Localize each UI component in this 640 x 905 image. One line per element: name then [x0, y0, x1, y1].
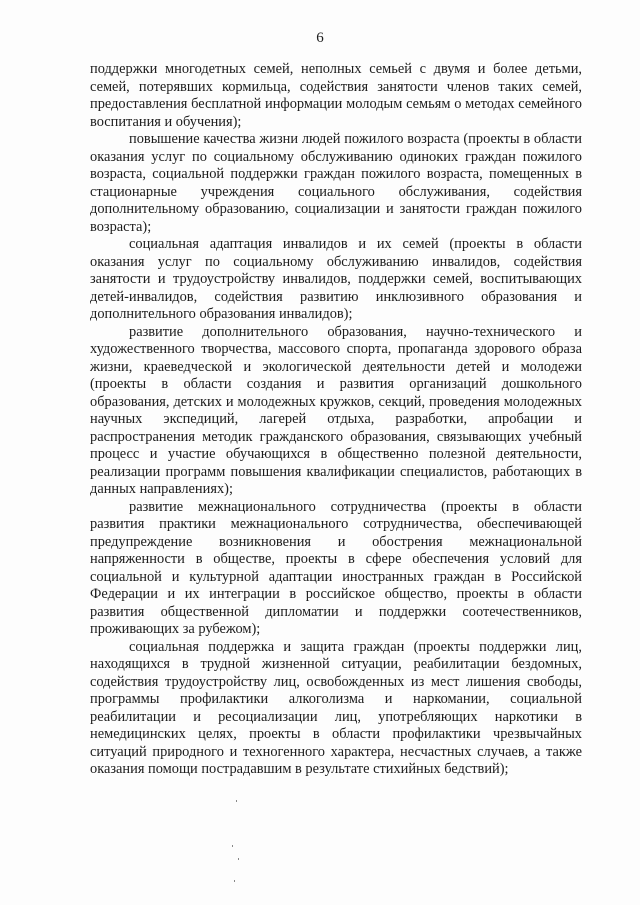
- scan-speck: [236, 800, 237, 802]
- paragraph: развитие межнационального сотрудничества (проекты в области развития практики межнационального сотрудничества, обеспечивающей предупреждение возникновения и обострения межнациональной напряженности в обществе, проекты в сфере обеспечения условий для социальной и культурной адаптации иностранных граждан в Российской Федерации и их интеграции в российское общество, проекты в области развития общественной дипломатии и поддержки соотечественников, проживающих за рубежом);: [90, 498, 582, 637]
- paragraph: поддержки многодетных семей, неполных семьей с двумя и более детьми, семей, потерявших кормильца, содействия занятости членов таких семей, предоставления бесплатной информации молодым семьям о методах семейного воспитания и обучения);: [90, 61, 582, 130]
- page-number: 6: [316, 30, 324, 46]
- scan-speck: [232, 845, 233, 847]
- paragraph: повышение качества жизни людей пожилого возраста (проекты в области оказания услуг по социальному обслуживанию одиноких граждан пожилого возраста, социальной поддержки граждан пожилого возраста, помещенных в стационарные учреждения социального обслуживания, содействия дополнительному образованию, социализации и занятости граждан пожилого возраста);: [90, 131, 582, 235]
- paragraph: социальная адаптация инвалидов и их семей (проекты в области оказания услуг по социальному обслуживанию инвалидов, содействия занятости и трудоустройству инвалидов, поддержки семей, воспитывающих детей-инвалидов, содействия развитию инклюзивного образования и дополнительного образования инвалидов);: [90, 236, 582, 322]
- scan-speck: [234, 880, 235, 882]
- paragraph: развитие дополнительного образования, научно-технического и художественного творчества, массового спорта, пропаганда здорового образа жизни, краеведческой и экологической деятельности детей и молодежи (проекты в области создания и развития организаций дошкольного образования, детских и молодежных кружков, секций, проведения молодежных научных экспедиций, лагерей отдыха, разработки, апробации и распространения методик гражданского образования, связывающих учебный процесс и участие обучающихся в общественно полезной деятельности, реализации программ повышения квалификации специалистов, работающих в данных направлениях);: [90, 323, 582, 497]
- document-body: [90, 61, 582, 779]
- scan-speck: [238, 858, 239, 860]
- paragraph: социальная поддержка и защита граждан (проекты поддержки лиц, находящихся в трудной жизненной ситуации, реабилитации бездомных, содействия трудоустройству лиц, освобожденных из мест лишения свободы, программы профилактики алкоголизма и наркомании, социальной реабилитации и ресоциализации лиц, употребляющих наркотики в немедицинских целях, проекты в области профилактики чрезвычайных ситуаций природного и техногенного характера, несчастных случаев, а также оказания помощи пострадавшим в результате стихийных бедствий);: [90, 638, 582, 777]
